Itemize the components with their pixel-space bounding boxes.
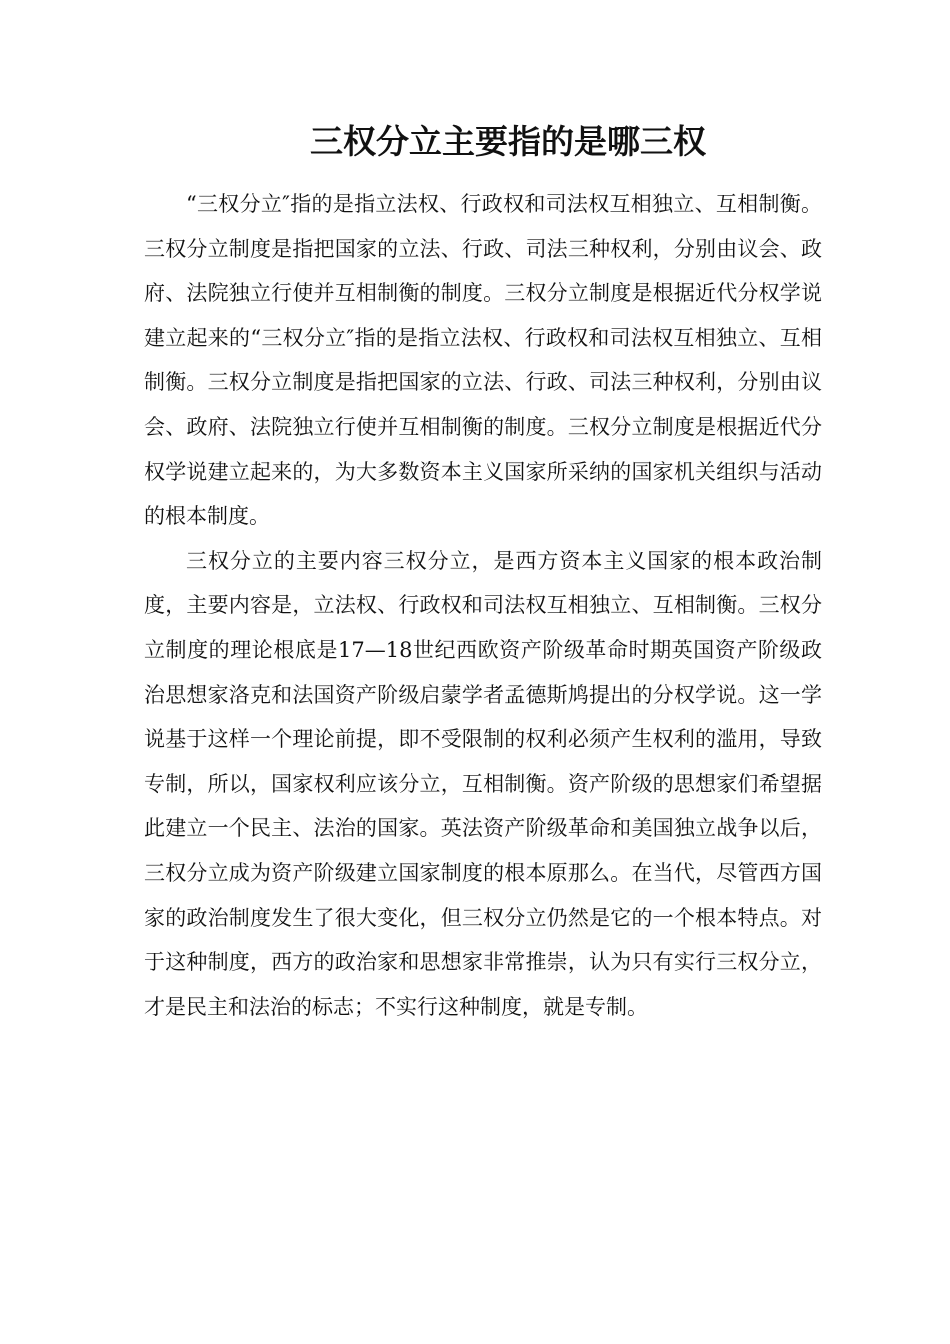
paragraph-2: 三权分立的主要内容三权分立，是西方资本主义国家的根本政治制度，主要内容是，立法权、行政权和司法权互相独立、互相制衡。三权分立制度的理论根底是17—18世纪西欧资产阶级革命时期英国资产阶级政治思想家洛克和法国资产阶级启蒙学者孟德斯鸠提出的分权学说。这一学说基于这样一个理论前提，即不受限制的权利必须产生权利的滥用，导致专制，所以，国家权利应该分立，互相制衡。资产阶级的思想家们希望据此建立一个民主、法治的国家。英法资产阶级革命和美国独立战争以后，三权分立成为资产阶级建立国家制度的根本原那么。在当代，尽管西方国家的政治制度发生了很大变化，但三权分立仍然是它的一个根本特点。对于这种制度，西方的政治家和思想家非常推崇，认为只有实行三权分立，才是民主和法治的标志；不实行这种制度，就是专制。 <box>144 548 822 1019</box>
paragraph-1: “三权分立″指的是指立法权、行政权和司法权互相独立、互相制衡。三权分立制度是指把国家的立法、行政、司法三种权利，分别由议会、政府、法院独立行使并互相制衡的制度。三权分立制度是根据近代分权学说建立起来的“三权分立″指的是指立法权、行政权和司法权互相独立、互相制衡。三权分立制度是指把国家的立法、行政、司法三种权利，分别由议会、政府、法院独立行使并互相制衡的制度。三权分立制度是根据近代分权学说建立起来的，为大多数资本主义国家所采纳的国家机关组织与活动的根本制度。 <box>144 192 822 529</box>
document-title: 三权分立主要指的是哪三权 <box>310 122 706 161</box>
document-body <box>144 182 822 1029</box>
